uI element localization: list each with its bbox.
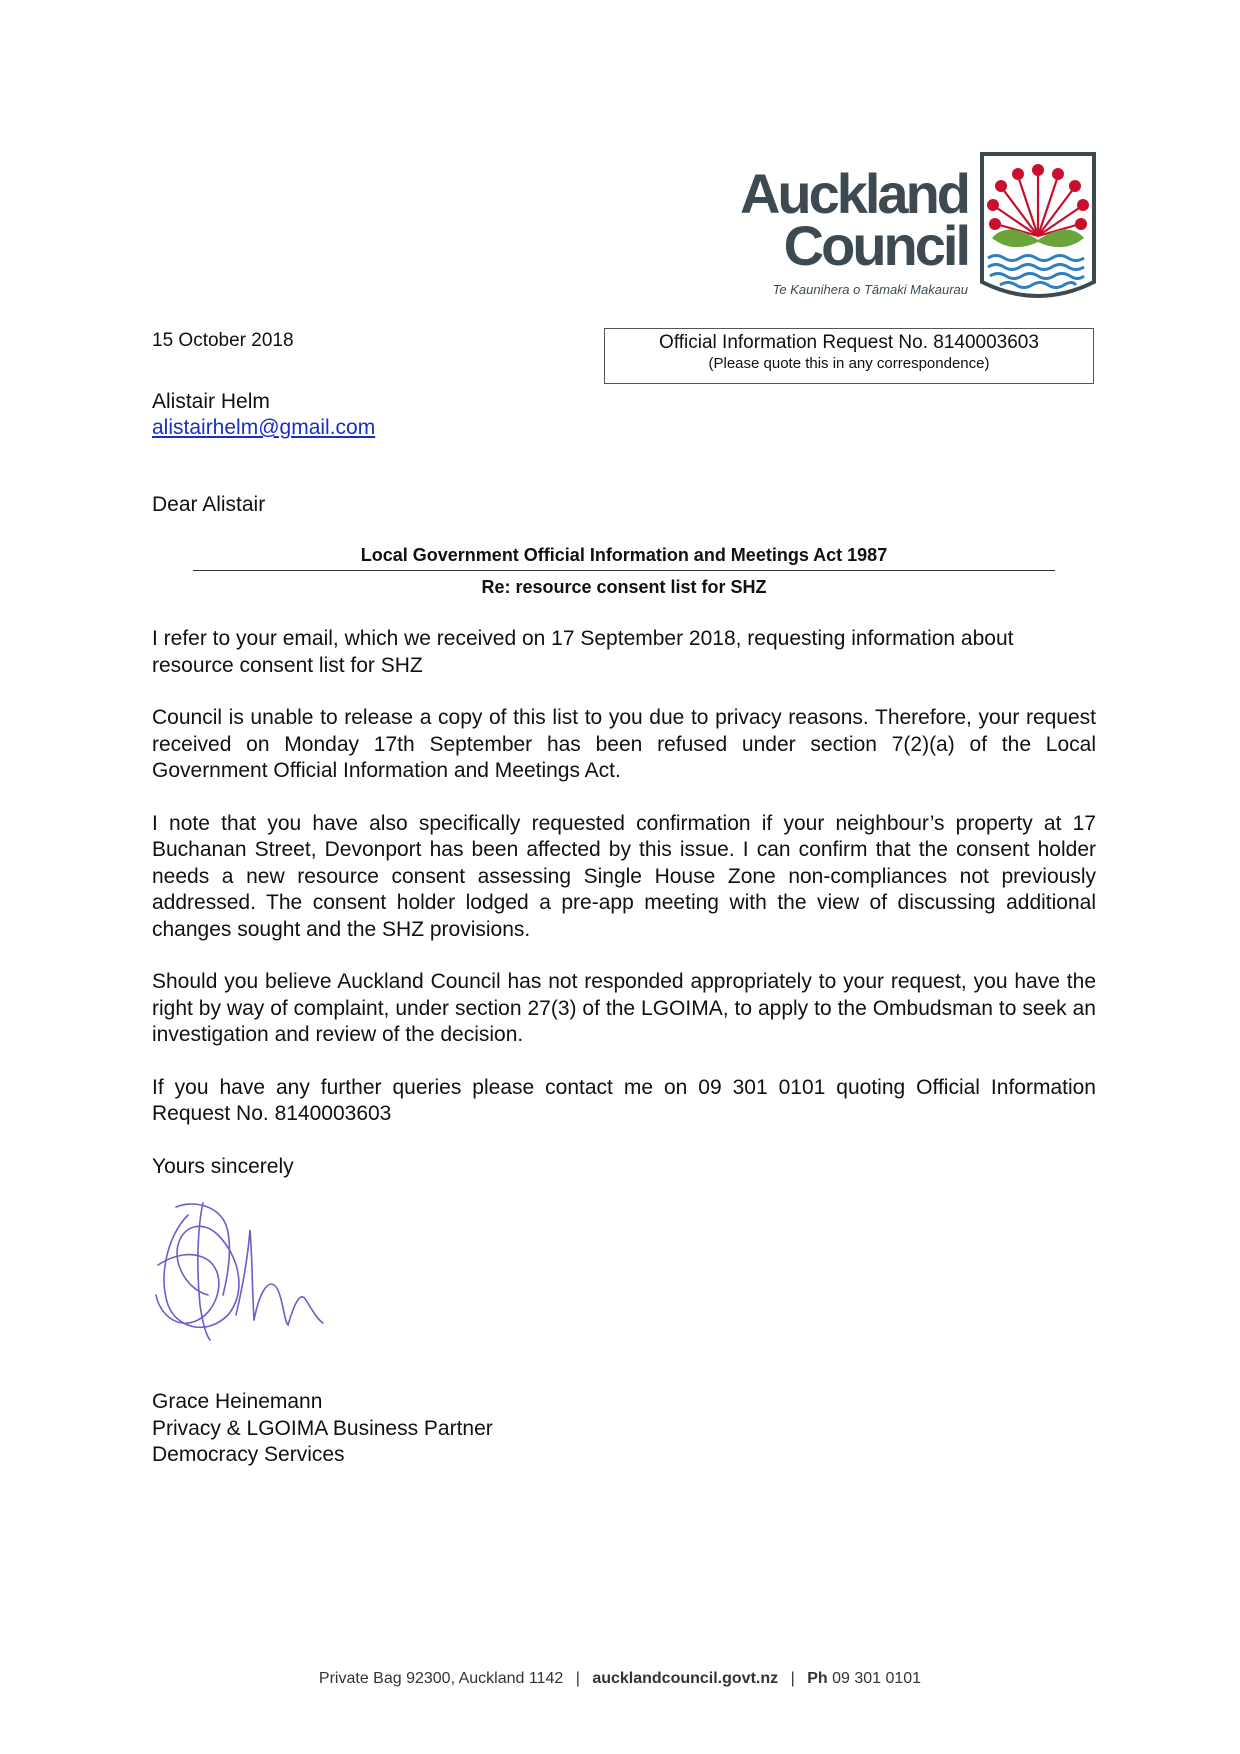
footer-separator: | <box>575 1670 580 1687</box>
body-paragraph-2: Council is unable to release a copy of this list to you due to privacy reasons. Therefore, your request received on Monday 17th September has been refused under section 7(2)(a) of the Local Government Official Information and Meetings Act. <box>152 706 1096 782</box>
logo-line-1: Auckland <box>739 162 968 225</box>
footer-phone-label: Ph <box>807 1670 828 1687</box>
recipient-name: Alistair Helm <box>152 390 270 413</box>
body-paragraph-5: If you have any further queries please contact me on 09 301 0101 quoting Official Information Request No. 8140003603 <box>152 1075 1096 1125</box>
signatory-department: Democracy Services <box>152 1443 345 1466</box>
recipient-email-link[interactable]: alistairhelm@gmail.com <box>152 416 376 439</box>
signatory-name: Grace Heinemann <box>152 1390 323 1413</box>
handwritten-signature <box>148 1195 378 1345</box>
page-footer <box>0 1670 1240 1688</box>
footer-phone: 09 301 0101 <box>832 1670 922 1687</box>
body-paragraph-4: Should you believe Auckland Council has not responded appropriately to your request, you have the right by way of complaint, under section 27(3) of the LGOIMA, to apply to the Ombudsman to seek an investigation and review of the decision. <box>152 970 1096 1046</box>
footer-address: Private Bag 92300, Auckland 1142 <box>318 1670 564 1687</box>
letter-headings <box>193 545 1055 598</box>
pohutukawa-emblem-icon <box>978 150 1098 304</box>
logo-tagline: Te Kaunihera o Tāmaki Makaurau <box>772 282 968 297</box>
reference-number: Official Information Request No. 8140003603 <box>659 332 1039 353</box>
body-paragraph-1: I refer to your email, which we received on 17 September 2018, requesting information about resource consent list for SHZ <box>152 627 1014 677</box>
signatory-title: Privacy & LGOIMA Business Partner <box>152 1416 493 1440</box>
reference-note: (Please quote this in any correspondence) <box>708 355 990 372</box>
act-heading: Local Government Official Information and Meetings Act 1987 <box>193 545 1055 571</box>
body-paragraph-3: I note that you have also specifically requested confirmation if your neighbour’s property at 17 Buchanan Street, Devonport has been affected by this issue. I can confirm that the consent holder needs a new resource consent assessing Single House Zone non-compliances not previously addressed. The consent holder lodged a pre-app meeting with the view of discussing additional changes sought and the SHZ provisions. <box>152 811 1096 941</box>
closing: Yours sincerely <box>152 1154 294 1178</box>
logo-line-2: Council <box>783 214 968 277</box>
recipient-block <box>152 389 375 441</box>
letter-body <box>152 626 1096 1206</box>
reference-box <box>604 328 1094 384</box>
salutation: Dear Alistair <box>152 493 266 516</box>
logo-wordmark <box>718 162 968 297</box>
letter-date: 15 October 2018 <box>152 330 294 351</box>
footer-separator: | <box>790 1670 795 1687</box>
footer-website: aucklandcouncil.govt.nz <box>592 1670 779 1687</box>
subject-heading: Re: resource consent list for SHZ <box>481 577 767 597</box>
signoff-block <box>152 1389 493 1469</box>
